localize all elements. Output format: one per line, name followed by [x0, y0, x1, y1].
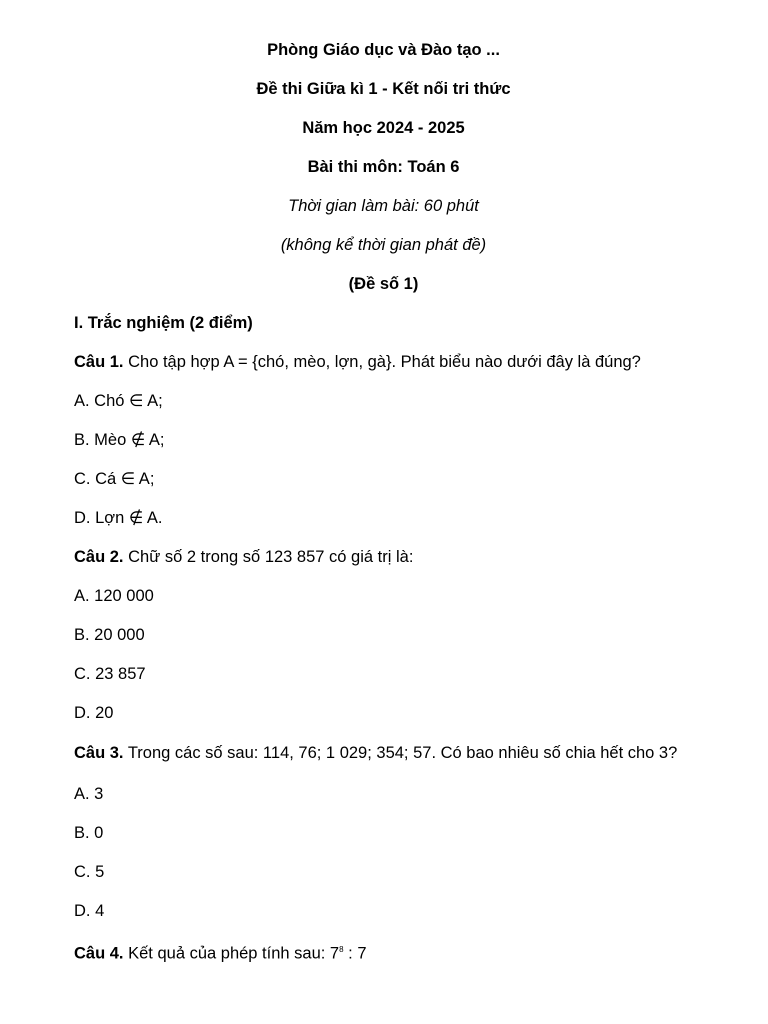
question-3 — [74, 742, 693, 765]
time-limit: Thời gian làm bài: 60 phút — [288, 197, 479, 215]
section-title: I. Trắc nghiệm (2 điểm) — [74, 314, 253, 332]
question-4-text: Kết quả của phép tính sau: 7 — [123, 944, 340, 963]
question-2-text: Chữ số 2 trong số 123 857 có giá trị là: — [123, 548, 414, 566]
exam-number: (Đề số 1) — [348, 275, 419, 293]
question-4-text-after: : 7 — [343, 944, 367, 963]
question-4-label: Câu 4. — [74, 944, 124, 963]
question-2-option-c: C. 23 857 — [74, 665, 146, 683]
question-1-label: Câu 1. — [74, 353, 124, 371]
question-3-option-c: C. 5 — [74, 863, 105, 881]
question-4-exponent: 8 — [339, 945, 344, 954]
question-2 — [74, 547, 693, 567]
question-2-label: Câu 2. — [74, 548, 124, 566]
question-1-text: Cho tập hợp A = {chó, mèo, lợn, gà}. Phát biểu nào dưới đây là đúng? — [123, 353, 641, 371]
question-1 — [74, 352, 693, 372]
question-3-option-a: A. 3 — [74, 785, 104, 803]
question-3-label: Câu 3. — [74, 744, 124, 762]
question-1-option-c: C. Cá ∈ A; — [74, 470, 155, 488]
question-2-option-a: A. 120 000 — [74, 587, 154, 605]
question-4 — [74, 940, 693, 964]
time-note: (không kể thời gian phát đề) — [280, 236, 487, 254]
question-1-option-a: A. Chó ∈ A; — [74, 392, 163, 410]
department-heading: Phòng Giáo dục và Đào tạo ... — [267, 41, 500, 59]
question-1-option-b: B. Mèo ∉ A; — [74, 431, 165, 449]
question-3-option-d: D. 4 — [74, 902, 105, 920]
question-2-option-b: B. 20 000 — [74, 626, 145, 644]
question-1-option-d: D. Lợn ∉ A. — [74, 509, 163, 527]
school-year: Năm học 2024 - 2025 — [302, 119, 465, 137]
question-3-option-b: B. 0 — [74, 824, 104, 842]
subject-title: Bài thi môn: Toán 6 — [307, 158, 460, 176]
question-3-text: Trong các số sau: 114, 76; 1 029; 354; 57. Có bao nhiêu số chia hết cho 3? — [123, 744, 678, 762]
question-2-option-d: D. 20 — [74, 704, 114, 722]
exam-title: Đề thi Giữa kì 1 - Kết nối tri thức — [256, 80, 511, 98]
